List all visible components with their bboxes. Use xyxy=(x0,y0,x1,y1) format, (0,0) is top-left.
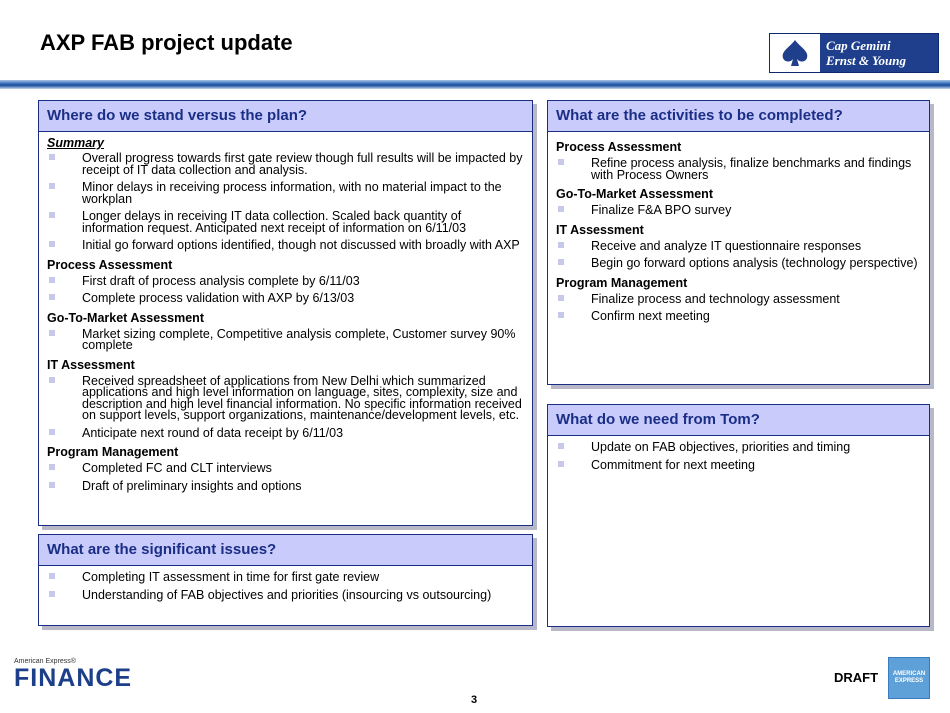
brand-line-1: Cap Gemini xyxy=(826,38,891,53)
bullet-text: Receive and analyze IT questionnaire responses xyxy=(591,238,862,253)
plan-panel xyxy=(38,100,533,526)
bullet-text: First draft of process analysis complete by 6/11/03 xyxy=(82,273,360,288)
bullet-text: Finalize F&A BPO survey xyxy=(591,203,732,217)
bullet-text: Initial go forward options identified, though not discussed with broadly with AXP xyxy=(82,238,520,252)
issues-panel xyxy=(38,534,533,626)
plan-sections xyxy=(47,258,524,493)
bullet-item xyxy=(47,373,524,422)
bullet-text: Anticipate next round of data receipt by 6/11/03 xyxy=(82,425,344,440)
bullet-text: Begin go forward options analysis (technology perspective) xyxy=(591,256,918,270)
bullet-square-icon xyxy=(558,312,564,318)
section-heading: IT Assessment xyxy=(47,357,135,372)
bullet-text: Completed FC and CLT interviews xyxy=(82,461,272,475)
section-heading: IT Assessment xyxy=(556,222,644,237)
amex-logo-line-1: AMERICAN xyxy=(892,671,926,677)
section-heading: Go-To-Market Assessment xyxy=(47,310,204,325)
activities-panel xyxy=(547,100,930,385)
bullet-item xyxy=(47,153,524,176)
bullet-text: Confirm next meeting xyxy=(591,309,710,323)
finance-logo-caption: American Express® xyxy=(14,658,76,665)
issues-panel-header: What are the significant issues? xyxy=(39,535,532,566)
bullet-square-icon xyxy=(49,294,55,300)
activities-sections xyxy=(556,140,921,323)
bullet-item xyxy=(47,425,524,440)
bullet-square-icon xyxy=(558,259,564,265)
cgey-logo xyxy=(769,33,939,73)
draft-label: DRAFT xyxy=(834,670,879,685)
plan-panel-header: Where do we stand versus the plan? xyxy=(39,101,532,132)
brand-line-2: Ernst & Young xyxy=(826,53,906,68)
bullet-square-icon xyxy=(49,241,55,247)
bullet-square-icon xyxy=(49,429,55,435)
bullet-text: Draft of preliminary insights and options xyxy=(82,478,302,493)
bullet-square-icon xyxy=(49,482,55,488)
bullet-square-icon xyxy=(558,206,564,212)
bullet-text: Received spreadsheet of applications from New Delhi which summarized applications and high level information on language, sites, complexity, size and description and high level financial information. No specific information received on support levels, support organizations, maintenance/development levels, etc. xyxy=(82,373,522,422)
bullet-square-icon xyxy=(49,154,55,160)
bullet-text: Commitment for next meeting xyxy=(591,457,755,472)
page-title: AXP FAB project update xyxy=(40,30,293,55)
bullet-item xyxy=(47,273,524,288)
header-rule xyxy=(0,80,950,89)
bullet-item xyxy=(556,205,921,217)
finance-logo-word: FINANCE xyxy=(14,664,133,692)
bullet-item xyxy=(47,293,524,305)
bullet-item xyxy=(556,291,921,306)
needs-list xyxy=(556,442,921,471)
section-heading: Program Management xyxy=(556,275,688,290)
amex-logo xyxy=(888,657,930,699)
section-heading: Process Assessment xyxy=(47,257,173,272)
bullet-item xyxy=(556,258,921,270)
bullet-text: Completing IT assessment in time for first gate review xyxy=(82,570,380,584)
bullet-item xyxy=(47,478,524,493)
bullet-item xyxy=(47,240,524,252)
page-number: 3 xyxy=(471,694,478,706)
bullet-square-icon xyxy=(49,464,55,470)
activities-panel-header: What are the activities to be completed? xyxy=(548,101,929,132)
bullet-square-icon xyxy=(49,183,55,189)
bullet-square-icon xyxy=(558,461,564,467)
bullet-square-icon xyxy=(49,573,55,579)
bullet-item xyxy=(556,158,921,181)
bullet-text: Overall progress towards first gate review though full results will be impacted by receipt of IT data collection and analysis. xyxy=(82,151,523,177)
amex-finance-logo xyxy=(14,658,132,691)
section-heading: Process Assessment xyxy=(556,140,682,154)
bullet-item xyxy=(556,457,921,472)
bullet-item xyxy=(556,238,921,253)
bullet-square-icon xyxy=(558,295,564,301)
bullet-item xyxy=(47,182,524,205)
bullet-square-icon xyxy=(558,443,564,449)
bullet-text: Minor delays in receiving process information, with no material impact to the workplan xyxy=(82,180,502,206)
bullet-item xyxy=(556,442,921,454)
bullet-item xyxy=(47,572,524,584)
bullet-text: Update on FAB objectives, priorities and timing xyxy=(591,440,851,454)
issues-list xyxy=(47,572,524,601)
bullet-text: Longer delays in receiving IT data collection. Scaled back quantity of information request. Anticipated next receipt of information on 6/11/03 xyxy=(82,209,467,235)
bullet-square-icon xyxy=(558,159,564,165)
bullet-item xyxy=(47,211,524,234)
bullet-item xyxy=(556,311,921,323)
bullet-item xyxy=(47,463,524,475)
amex-logo-line-2: EXPRESS xyxy=(894,678,924,684)
bullet-text: Market sizing complete, Competitive analysis complete, Customer survey 90% complete xyxy=(82,326,516,352)
bullet-square-icon xyxy=(558,242,564,248)
bullet-square-icon xyxy=(49,212,55,218)
bullet-text: Finalize process and technology assessment xyxy=(591,291,840,306)
summary-label: Summary xyxy=(47,136,104,150)
needs-panel-header: What do we need from Tom? xyxy=(548,405,929,436)
bullet-text: Understanding of FAB objectives and priorities (insourcing vs outsourcing) xyxy=(82,587,492,602)
summary-list xyxy=(47,153,524,252)
bullet-item xyxy=(47,587,524,602)
bullet-text: Refine process analysis, finalize benchmarks and findings with Process Owners xyxy=(591,156,912,182)
spade-icon xyxy=(770,34,820,72)
needs-panel xyxy=(547,404,930,627)
bullet-square-icon xyxy=(49,377,55,383)
bullet-text: Complete process validation with AXP by 6/13/03 xyxy=(82,291,355,305)
bullet-square-icon xyxy=(49,591,55,597)
bullet-square-icon xyxy=(49,277,55,283)
section-heading: Go-To-Market Assessment xyxy=(556,187,713,201)
section-heading: Program Management xyxy=(47,445,179,459)
bullet-square-icon xyxy=(49,330,55,336)
bullet-item xyxy=(47,326,524,352)
